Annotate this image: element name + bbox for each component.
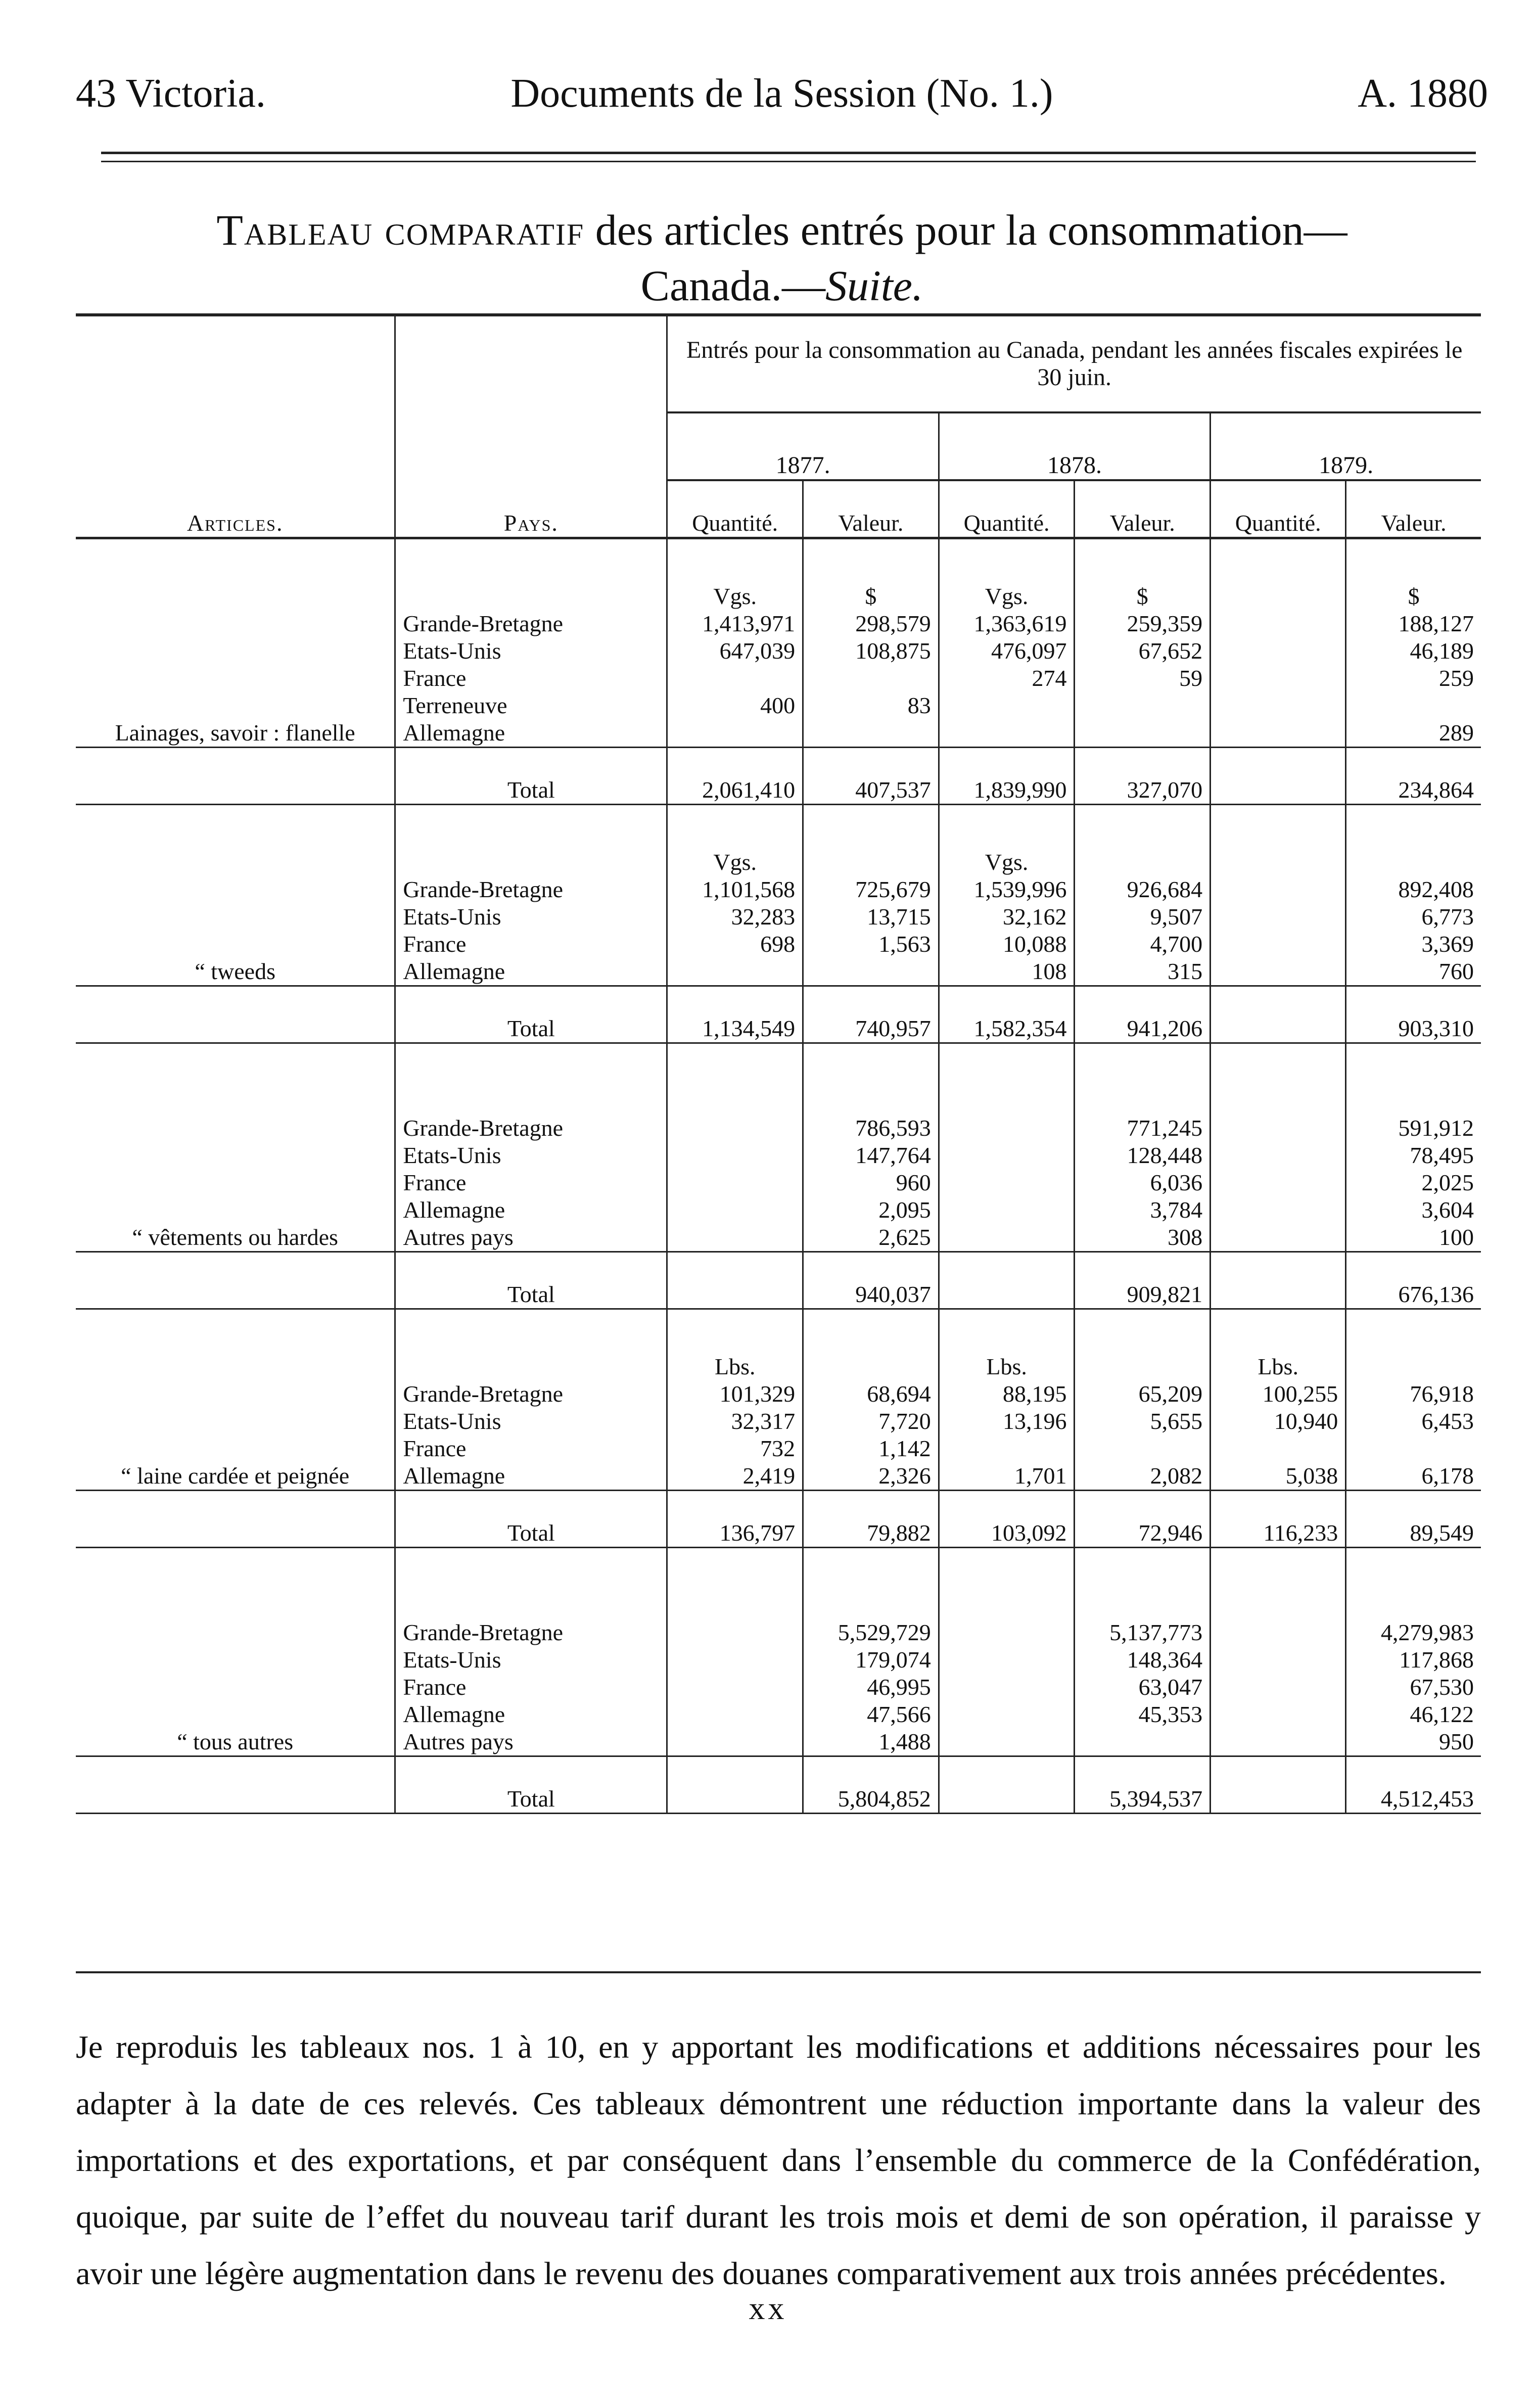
total-cell: 740,957 [803,986,939,1043]
country-label: France [395,1435,667,1462]
country-label: Autres pays [395,1224,667,1252]
value-cell [1211,1619,1346,1646]
total-cell: 116,233 [1211,1491,1346,1548]
value-cell: 732 [667,1435,803,1462]
sub-valeur: Valeur. [803,480,939,538]
total-cell: 1,134,549 [667,986,803,1043]
value-cell [939,1435,1075,1462]
value-cell [1346,692,1481,719]
value-cell: 13,196 [939,1408,1075,1435]
country-label: Etats-Unis [395,1646,667,1674]
unit-label [803,836,939,876]
col-pays: Pays. [395,315,667,538]
value-cell: 2,025 [1421,1170,1474,1195]
session-label: 43 Victoria. [76,71,266,116]
value-cell: 67,530 [1410,1674,1474,1700]
col-articles: Articles. [76,315,395,538]
value-cell: 1,101,568 [667,876,803,903]
value-cell [1211,1196,1346,1224]
units-row [76,1074,1481,1115]
section-spacer [76,1548,1481,1579]
value-cell: 46,122 [1410,1701,1474,1727]
value-cell: 1,488 [803,1728,939,1756]
value-cell: 2,326 [803,1462,939,1491]
value-cell: 5,038 [1211,1462,1346,1491]
running-head [76,71,1488,126]
value-cell: 315 [1075,958,1211,986]
value-cell: 78,495 [1410,1142,1474,1168]
value-cell [667,1142,803,1169]
value-cell [667,1701,803,1728]
year-label: A. 1880 [1358,71,1488,116]
value-cell [667,1169,803,1196]
total-cell: 2,061,410 [667,748,803,805]
page-folio: xx [749,2290,787,2326]
value-cell: 647,039 [667,637,803,665]
value-cell [667,719,803,748]
total-cell: 941,206 [1075,986,1211,1043]
value-cell [939,1115,1075,1142]
unit-label [803,1340,939,1380]
total-cell: 5,394,537 [1075,1756,1211,1814]
total-cell: 136,797 [667,1491,803,1548]
value-cell: 108 [939,958,1075,986]
country-label: Allemagne [395,1196,667,1224]
value-cell [939,1646,1075,1674]
value-cell: 5,137,773 [1075,1619,1211,1646]
title-suite: Suite. [825,261,923,310]
value-cell: 88,195 [939,1380,1075,1408]
value-cell [1211,692,1346,719]
total-cell [939,1252,1075,1309]
total-label: Total [395,1491,667,1548]
country-label: Grande-Bretagne [395,876,667,903]
total-cell: 4,512,453 [1346,1756,1481,1814]
value-cell: 100 [1439,1224,1474,1250]
value-cell [1211,1115,1346,1142]
value-cell [1211,610,1346,637]
value-cell [667,958,803,986]
total-cell [1211,986,1346,1043]
value-cell: 591,912 [1398,1115,1474,1141]
country-label: France [395,931,667,958]
total-cell: 407,537 [803,748,939,805]
country-label: Etats-Unis [395,1142,667,1169]
section-spacer [76,1309,1481,1340]
total-cell: 234,864 [1346,748,1481,805]
header-rule-thin [101,161,1476,162]
article-label: “ tweeds [195,958,275,984]
unit-label [803,1074,939,1115]
unit-label [1075,1340,1211,1380]
footer-rule [76,1971,1481,1973]
value-cell: 259,359 [1075,610,1211,637]
value-cell: 960 [803,1169,939,1196]
country-label: Autres pays [395,1728,667,1756]
total-cell [939,1756,1075,1814]
value-cell: 6,036 [1075,1169,1211,1196]
value-cell [667,1728,803,1756]
unit-label: Vgs. [939,836,1075,876]
value-cell: 1,413,971 [667,610,803,637]
value-cell: 32,283 [667,903,803,931]
unit-label [1075,836,1211,876]
total-row [76,1756,1481,1814]
value-cell: 2,082 [1075,1462,1211,1491]
country-label: Grande-Bretagne [395,1115,667,1142]
value-cell: 950 [1439,1729,1474,1754]
header-rule [101,152,1476,154]
value-cell: 4,279,983 [1381,1619,1474,1645]
country-label: Grande-Bretagne [395,1380,667,1408]
units-row [76,1340,1481,1380]
value-cell: 2,095 [803,1196,939,1224]
value-cell [1346,1435,1481,1462]
year-1879: 1879. [1211,412,1481,480]
unit-label [939,1579,1075,1619]
unit-label: $ [1075,570,1211,610]
unit-label [667,1074,803,1115]
value-cell: 46,995 [803,1674,939,1701]
value-cell [667,665,803,692]
value-cell [803,958,939,986]
unit-label [1346,836,1481,876]
unit-label: Lbs. [939,1340,1075,1380]
value-cell: 760 [1439,958,1474,984]
country-label: France [395,665,667,692]
country-label: Allemagne [395,958,667,986]
country-label: Allemagne [395,1462,667,1491]
value-cell: 63,047 [1075,1674,1211,1701]
section-spacer [76,538,1481,570]
value-cell: 188,127 [1398,611,1474,636]
total-row [76,748,1481,805]
section-spacer [76,1043,1481,1075]
value-cell [1211,958,1346,986]
value-cell [939,1701,1075,1728]
unit-label [1346,1340,1481,1380]
value-cell: 476,097 [939,637,1075,665]
value-cell: 2,419 [667,1462,803,1491]
value-cell [803,719,939,748]
value-cell: 32,162 [939,903,1075,931]
value-cell: 926,684 [1075,876,1211,903]
value-cell: 892,408 [1398,876,1474,902]
value-cell [939,1169,1075,1196]
value-cell: 100,255 [1211,1380,1346,1408]
value-cell: 6,178 [1421,1463,1474,1489]
value-cell [1211,876,1346,903]
unit-label [1346,1579,1481,1619]
value-cell: 101,329 [667,1380,803,1408]
title-line1: des articles entrés pour la consommation— [584,206,1347,254]
year-1878: 1878. [939,412,1210,480]
value-cell: 1,142 [803,1435,939,1462]
article-label: “ vêtements ou hardes [132,1224,338,1250]
value-cell: 771,245 [1075,1115,1211,1142]
value-cell [939,719,1075,748]
commentary-paragraph: Je reproduis les tableaux nos. 1 à 10, en y apportant les modifications et additions nécessaires pour les adapter à la date de ces relevés. Ces tableaux démontrent une réduction importante dans la valeur des importations et des exportations, et par conséquent dans l’ensemble du commerce de la Confédération, quoique, par suite de l’effet du nouveau tarif durant les trois mois et demi de son opération, il paraisse y avoir une légère augmentation dans le revenu des douanes comparativement aux trois années précédentes. [76,2029,1481,2291]
year-1877: 1877. [667,412,939,480]
total-cell [667,1756,803,1814]
value-cell: 400 [667,692,803,719]
span-header: Entrés pour la consommation au Canada, pendant les années fiscales expirées le 30 juin. [667,315,1481,412]
country-label: Etats-Unis [395,1408,667,1435]
country-label: France [395,1674,667,1701]
value-cell: 5,529,729 [803,1619,939,1646]
total-cell: 72,946 [1075,1491,1211,1548]
total-label: Total [395,986,667,1043]
value-cell [803,665,939,692]
value-cell: 4,700 [1075,931,1211,958]
country-label: Terreneuve [395,692,667,719]
value-cell [939,1224,1075,1252]
unit-label: Vgs. [939,570,1075,610]
value-cell: 259 [1439,665,1474,691]
value-cell: 10,088 [939,931,1075,958]
value-cell: 3,369 [1421,931,1474,957]
country-label: Grande-Bretagne [395,1619,667,1646]
value-cell [667,1115,803,1142]
sub-valeur: Valeur. [1075,480,1211,538]
country-label: France [395,1169,667,1196]
unit-label [1211,570,1346,610]
value-cell: 68,694 [803,1380,939,1408]
value-cell: 13,715 [803,903,939,931]
value-cell [667,1619,803,1646]
document-title: Documents de la Session (No. 1.) [510,71,1053,116]
value-cell [939,1674,1075,1701]
value-cell: 179,074 [803,1646,939,1674]
table-title [76,202,1488,313]
article-label: Lainages, savoir : flanelle [115,720,355,746]
value-cell: 45,353 [1075,1701,1211,1728]
value-cell: 308 [1075,1224,1211,1252]
unit-label: Lbs. [1211,1340,1346,1380]
country-label: Etats-Unis [395,903,667,931]
units-row [76,836,1481,876]
value-cell: 108,875 [803,637,939,665]
total-row [76,1252,1481,1309]
value-cell [1211,1701,1346,1728]
total-cell: 903,310 [1346,986,1481,1043]
value-cell: 46,189 [1410,638,1474,664]
value-cell: 128,448 [1075,1142,1211,1169]
unit-label [1075,1579,1211,1619]
value-cell: 117,868 [1399,1647,1474,1673]
value-cell: 148,364 [1075,1646,1211,1674]
section-spacer [76,805,1481,836]
total-label: Total [395,1252,667,1309]
value-cell [1211,1435,1346,1462]
total-row [76,1491,1481,1548]
country-label: Allemagne [395,719,667,748]
value-cell: 5,655 [1075,1408,1211,1435]
value-cell [1211,1169,1346,1196]
table-body [76,538,1481,1814]
value-cell [939,692,1075,719]
value-cell: 274 [939,665,1075,692]
comparative-table [76,313,1481,1814]
unit-label: $ [1408,583,1420,609]
sub-quantite: Quantité. [939,480,1075,538]
value-cell: 32,317 [667,1408,803,1435]
unit-label: Vgs. [667,570,803,610]
value-cell: 1,563 [803,931,939,958]
total-label: Total [395,1756,667,1814]
value-cell: 786,593 [803,1115,939,1142]
total-cell: 79,882 [803,1491,939,1548]
value-cell [1211,1728,1346,1756]
units-row [76,570,1481,610]
title-smallcaps: Tableau comparatif [216,206,585,254]
value-cell [667,1224,803,1252]
total-label: Total [395,748,667,805]
unit-label [1075,1074,1211,1115]
sub-quantite: Quantité. [1211,480,1346,538]
units-row [76,1579,1481,1619]
unit-label [1211,1579,1346,1619]
value-cell [939,1728,1075,1756]
sub-quantite: Quantité. [667,480,803,538]
unit-label [1346,1074,1481,1115]
unit-label [1211,836,1346,876]
value-cell [939,1196,1075,1224]
value-cell [1211,719,1346,748]
country-label: Etats-Unis [395,637,667,665]
value-cell [1211,1142,1346,1169]
value-cell: 725,679 [803,876,939,903]
total-cell: 909,821 [1075,1252,1211,1309]
value-cell: 47,566 [803,1701,939,1728]
value-cell: 1,539,996 [939,876,1075,903]
value-cell: 6,773 [1421,904,1474,930]
unit-label: Vgs. [667,836,803,876]
total-cell: 327,070 [1075,748,1211,805]
value-cell: 7,720 [803,1408,939,1435]
value-cell [939,1142,1075,1169]
value-cell [667,1196,803,1224]
value-cell: 1,363,619 [939,610,1075,637]
value-cell [1075,1435,1211,1462]
value-cell [1211,665,1346,692]
value-cell: 289 [1439,720,1474,746]
total-cell: 676,136 [1346,1252,1481,1309]
article-label: “ tous autres [177,1729,294,1754]
unit-label: $ [803,570,939,610]
value-cell [939,1619,1075,1646]
value-cell: 1,701 [939,1462,1075,1491]
value-cell: 298,579 [803,610,939,637]
unit-label [939,1074,1075,1115]
unit-label [1211,1074,1346,1115]
total-cell [1211,1756,1346,1814]
unit-label: Lbs. [667,1340,803,1380]
value-cell: 10,940 [1211,1408,1346,1435]
value-cell [1211,931,1346,958]
value-cell [667,1674,803,1701]
total-cell [1211,748,1346,805]
value-cell: 3,604 [1421,1197,1474,1223]
value-cell: 59 [1075,665,1211,692]
value-cell [1211,637,1346,665]
value-cell: 3,784 [1075,1196,1211,1224]
value-cell: 698 [667,931,803,958]
value-cell [1211,1674,1346,1701]
total-cell: 1,582,354 [939,986,1075,1043]
value-cell: 67,652 [1075,637,1211,665]
value-cell [1211,1224,1346,1252]
value-cell: 65,209 [1075,1380,1211,1408]
total-cell: 89,549 [1346,1491,1481,1548]
total-cell [1211,1252,1346,1309]
value-cell [1211,903,1346,931]
value-cell: 2,625 [803,1224,939,1252]
total-cell: 5,804,852 [803,1756,939,1814]
value-cell: 83 [803,692,939,719]
total-cell: 940,037 [803,1252,939,1309]
unit-label [667,1579,803,1619]
value-cell: 9,507 [1075,903,1211,931]
total-row [76,986,1481,1043]
sub-valeur: Valeur. [1346,480,1481,538]
value-cell [1075,719,1211,748]
value-cell [1075,692,1211,719]
country-label: Allemagne [395,1701,667,1728]
value-cell: 147,764 [803,1142,939,1169]
value-cell: 6,453 [1421,1408,1474,1434]
total-cell [667,1252,803,1309]
unit-label [803,1579,939,1619]
total-cell: 1,839,990 [939,748,1075,805]
value-cell [1075,1728,1211,1756]
title-line2: Canada.— [640,261,825,310]
value-cell: 76,918 [1410,1381,1474,1407]
value-cell [1211,1646,1346,1674]
country-label: Grande-Bretagne [395,610,667,637]
total-cell: 103,092 [939,1491,1075,1548]
article-label: “ laine cardée et peignée [121,1463,350,1489]
value-cell [667,1646,803,1674]
